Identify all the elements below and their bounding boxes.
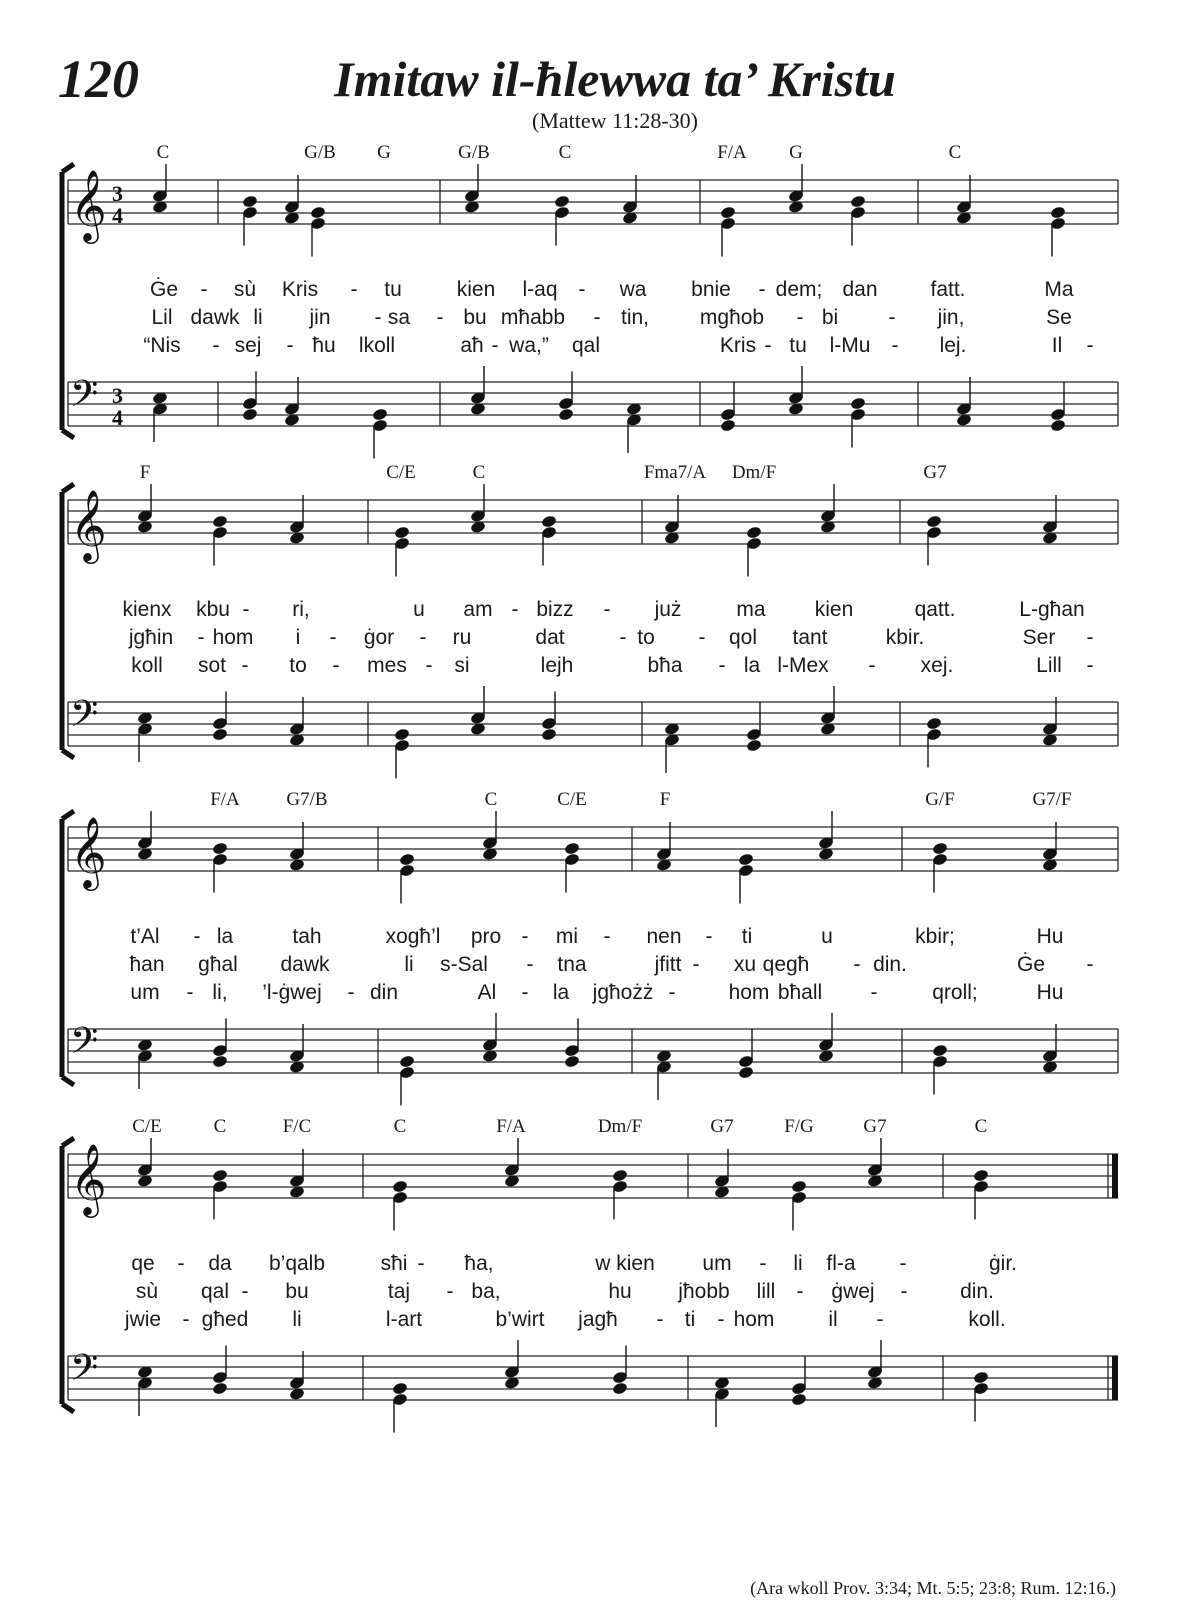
note-head — [612, 1168, 629, 1182]
lyric-syllable: w kien — [595, 1252, 655, 1275]
lyric-syllable: um — [702, 1252, 732, 1275]
lyric-syllable: - — [705, 925, 713, 948]
chord-symbol: C/E — [386, 462, 416, 483]
lyric-syllable: - — [347, 981, 355, 1004]
lyric-syllable: li — [404, 953, 414, 976]
lyric-syllable: - — [603, 598, 611, 621]
lyric-syllable: - — [603, 925, 611, 948]
lyric-syllable: i — [295, 626, 301, 649]
lyric-syllable: - — [717, 1308, 725, 1331]
lyric-syllable: ġir. — [988, 1252, 1018, 1275]
chord-symbol: G7/F — [1032, 789, 1072, 810]
note-head — [242, 194, 259, 208]
lyric-syllable: am — [463, 598, 493, 621]
hymn-number: 120 — [58, 49, 139, 109]
chord-symbol: C — [948, 142, 962, 163]
lyric-syllable: - — [853, 953, 861, 976]
lyric-syllable: bu — [463, 306, 487, 329]
lyric-syllable: Lil — [151, 306, 173, 329]
lyric-syllable: Hu — [1036, 925, 1064, 948]
lyric-syllable: koll — [131, 654, 163, 677]
lyric-syllable: - — [692, 953, 700, 976]
lyric-syllable: ’l-ġwej — [262, 981, 322, 1004]
note-head — [612, 1381, 629, 1395]
lyric-syllable: fl-a — [826, 1252, 856, 1275]
lyric-syllable: lejh — [540, 654, 574, 677]
chord-symbol: C — [156, 142, 170, 163]
lyric-syllable: Al — [477, 981, 497, 1004]
final-bar-thick — [1112, 1356, 1118, 1400]
note-head — [1050, 418, 1067, 432]
lyric-syllable: - — [212, 334, 220, 357]
lyric-syllable: - — [759, 1252, 767, 1275]
chord-symbol: F/G — [784, 1116, 814, 1137]
chord-symbol: G — [377, 142, 391, 163]
lyric-syllable: mes — [367, 654, 407, 677]
lyric-syllable: l-Mex — [777, 654, 829, 677]
lyric-syllable: jgħin — [128, 626, 174, 649]
note-head — [212, 841, 229, 855]
lyric-syllable: bu — [285, 1280, 309, 1303]
lyric-syllable: “Nis — [143, 334, 181, 357]
bass-staff — [68, 1013, 1118, 1106]
lyric-syllable: qegħ — [762, 953, 810, 976]
lyric-syllable: kien — [814, 598, 854, 621]
lyric-syllable: - — [425, 654, 433, 677]
lyric-syllable: li — [793, 1252, 803, 1275]
lyric-syllable: - — [758, 278, 766, 301]
treble-staff — [68, 811, 1118, 904]
lyric-syllable: - — [656, 1308, 664, 1331]
lyric-syllable: dat — [535, 626, 565, 649]
chord-symbol: Fma7/A — [643, 462, 707, 483]
bass-clef-icon: 𝄢 — [70, 1347, 99, 1398]
lyric-syllable: pro — [470, 925, 502, 948]
lyric-syllable: si — [454, 654, 470, 677]
chord-symbol: C — [974, 1116, 988, 1137]
chord-symbol: C/E — [132, 1116, 162, 1137]
lyric-syllable: - — [526, 953, 534, 976]
lyric-syllable: hom — [728, 981, 770, 1004]
final-bar-thick — [1112, 1154, 1118, 1198]
lyric-syllable: ġor — [363, 626, 395, 649]
lyric-syllable: - — [870, 981, 878, 1004]
lyric-syllable: - — [593, 306, 601, 329]
lyric-syllable: - — [177, 1252, 185, 1275]
note-head — [738, 1065, 755, 1079]
lyric-syllable: mgħob — [699, 306, 765, 329]
lyric-syllable: kbir; — [915, 925, 955, 948]
lyric-syllable: sù — [233, 278, 257, 301]
lyric-syllable: - — [888, 306, 896, 329]
bass-staff — [68, 366, 1118, 459]
note-head — [1050, 205, 1067, 219]
treble-staff — [68, 484, 1118, 577]
lyric-syllable: jfitt — [654, 953, 682, 976]
lyric-syllable: - — [1086, 626, 1094, 649]
note-head — [212, 1381, 229, 1395]
note-head — [310, 205, 327, 219]
lyric-syllable: bħall — [777, 981, 823, 1004]
note-head — [791, 1392, 808, 1406]
bass-clef-icon: 𝄢 — [70, 1020, 99, 1071]
lyric-syllable: L-għan — [1019, 598, 1085, 621]
lyric-syllable: u — [821, 925, 833, 948]
lyric-syllable: s-Sal — [440, 953, 488, 976]
lyric-syllable: - — [374, 306, 382, 329]
note-head — [926, 716, 943, 730]
lyric-syllable: bi — [821, 306, 839, 329]
treble-staff — [68, 1138, 1118, 1231]
chord-symbol: F/A — [210, 789, 240, 810]
lyric-syllable: sej — [234, 334, 262, 357]
note-head — [746, 525, 763, 539]
staff-system — [0, 150, 1200, 440]
treble-clef-icon: 𝄞 — [70, 488, 107, 561]
chord-symbol: G/B — [458, 142, 490, 163]
lyric-syllable: tant — [792, 626, 828, 649]
lyric-syllable: u — [413, 598, 425, 621]
lyric-syllable: - — [197, 626, 205, 649]
lyric-syllable: Kris — [281, 278, 319, 301]
note-head — [973, 1168, 990, 1182]
lyric-syllable: - — [329, 626, 337, 649]
chord-symbol: F — [139, 462, 151, 483]
chord-symbol: C/E — [557, 789, 587, 810]
hymn-title: Imitaw il-ħlewwa ta’ Kristu — [334, 51, 896, 107]
chord-symbol: C — [558, 142, 572, 163]
lyric-syllable: tah — [292, 925, 322, 948]
lyric-syllable: lej. — [939, 334, 967, 357]
scripture-reference: (Mattew 11:28-30) — [532, 108, 698, 133]
lyric-syllable: tu — [789, 334, 807, 357]
lyric-syllable: - — [796, 1280, 804, 1303]
note-head — [564, 1054, 581, 1068]
lyric-syllable: l-Mu — [829, 334, 871, 357]
lyric-syllable: fatt. — [930, 278, 966, 301]
lyric-syllable: Ġe — [1016, 953, 1046, 976]
lyric-syllable: - — [521, 981, 529, 1004]
lyric-syllable: sħi — [380, 1252, 408, 1275]
lyric-syllable: Se — [1046, 306, 1072, 329]
lyric-syllable: xu — [733, 953, 757, 976]
lyric-syllable: bizz — [536, 598, 574, 621]
chord-symbol: G7 — [863, 1116, 887, 1137]
lyric-syllable: koll. — [968, 1308, 1006, 1331]
note-head — [720, 418, 737, 432]
lyric-syllable: din. — [960, 1280, 994, 1303]
lyric-syllable: sa — [387, 306, 411, 329]
lyric-syllable: b’wirt — [495, 1308, 545, 1331]
chord-symbol: G — [789, 142, 803, 163]
note-head — [554, 194, 571, 208]
lyric-syllable: dawk — [190, 306, 240, 329]
lyric-syllable: - — [876, 1308, 884, 1331]
lyric-syllable: ri, — [292, 598, 310, 621]
note-head — [932, 841, 949, 855]
lyric-syllable: - — [193, 925, 201, 948]
lyric-syllable: - — [1086, 953, 1094, 976]
chord-symbol: F/A — [717, 142, 747, 163]
note-head — [973, 1370, 990, 1384]
time-signature-bottom: 4 — [112, 405, 123, 430]
chord-symbol: C — [484, 789, 498, 810]
lyric-syllable: kbu — [196, 598, 230, 621]
lyric-syllable: - — [796, 306, 804, 329]
bass-clef-icon: 𝄢 — [70, 693, 99, 744]
note-head — [212, 514, 229, 528]
lyric-syllable: lill — [756, 1280, 776, 1303]
lyric-syllable: mħabb — [500, 306, 566, 329]
lyric-syllable: dem; — [775, 278, 823, 301]
note-head — [932, 1043, 949, 1057]
lyric-syllable: - — [578, 278, 586, 301]
lyric-syllable: Ser — [1022, 626, 1056, 649]
bass-staff — [68, 1340, 1118, 1433]
lyric-syllable: - — [900, 1280, 908, 1303]
note-head — [738, 852, 755, 866]
lyric-syllable: - — [417, 1252, 425, 1275]
note-head — [558, 407, 575, 421]
lyric-syllable: il — [828, 1308, 838, 1331]
lyric-syllable: li — [292, 1308, 302, 1331]
note-head — [399, 1054, 416, 1068]
lyric-syllable: hom — [212, 626, 254, 649]
lyric-syllable: - — [186, 981, 194, 1004]
lyric-syllable: għal — [198, 953, 238, 976]
lyric-syllable: jagħ — [578, 1308, 618, 1331]
lyric-syllable: - — [868, 654, 876, 677]
chord-symbol: G7 — [923, 462, 947, 483]
note-head — [212, 727, 229, 741]
chord-symbol: F — [659, 789, 671, 810]
lyric-syllable: - — [764, 334, 772, 357]
lyric-syllable: qal — [571, 334, 601, 357]
lyric-syllable: lkoll — [358, 334, 396, 357]
note-head — [746, 738, 763, 752]
lyric-syllable: xej. — [920, 654, 954, 677]
lyric-syllable: jħobb — [678, 1280, 730, 1303]
lyric-syllable: - — [1086, 334, 1094, 357]
staff-system — [0, 797, 1200, 1087]
lyric-syllable: sot — [197, 654, 227, 677]
lyric-syllable: - — [698, 626, 706, 649]
note-head — [394, 727, 411, 741]
lyric-syllable: la — [552, 981, 570, 1004]
lyric-syllable: - — [182, 1308, 190, 1331]
lyric-syllable: Il — [1051, 334, 1063, 357]
chord-symbol: C — [393, 1116, 407, 1137]
lyric-syllable: mi — [555, 925, 579, 948]
lyric-syllable: l-aq — [522, 278, 558, 301]
lyric-syllable: - — [436, 306, 444, 329]
lyric-syllable: jin, — [937, 306, 965, 329]
note-head — [392, 1179, 409, 1193]
lyric-syllable: da — [208, 1252, 232, 1275]
lyric-syllable: t’Al — [130, 925, 160, 948]
lyric-syllable: ba, — [471, 1280, 501, 1303]
lyric-syllable: kienx — [122, 598, 172, 621]
lyric-syllable: ħan — [129, 953, 165, 976]
lyric-syllable: dawk — [280, 953, 330, 976]
lyric-syllable: - — [332, 654, 340, 677]
chord-symbol: F/A — [496, 1116, 526, 1137]
treble-staff — [68, 164, 1118, 257]
chord-symbol: G7/B — [286, 789, 328, 810]
lyric-syllable: xogħ’l — [385, 925, 441, 948]
lyric-syllable: - — [350, 278, 358, 301]
note-head — [212, 1054, 229, 1068]
lyric-syllable: qal — [200, 1280, 230, 1303]
lyric-syllable: aħ — [460, 334, 484, 357]
lyric-syllable: dan — [842, 278, 878, 301]
note-head — [564, 841, 581, 855]
note-head — [242, 407, 259, 421]
time-signature-top: 3 — [112, 181, 123, 206]
lyric-syllable: qatt. — [914, 598, 956, 621]
lyric-syllable: - — [511, 598, 519, 621]
bass-clef-icon: 𝄢 — [70, 373, 99, 424]
lyric-syllable: qroll; — [932, 981, 978, 1004]
time-signature-top: 3 — [112, 383, 123, 408]
lyric-syllable: - — [491, 334, 499, 357]
lyric-syllable: wa — [619, 278, 647, 301]
chord-symbol: G/B — [304, 142, 336, 163]
chord-symbol: C — [472, 462, 486, 483]
lyric-syllable: - — [241, 1280, 249, 1303]
lyric-syllable: la — [216, 925, 234, 948]
lyric-syllable: ma — [736, 598, 766, 621]
lyric-syllable: tna — [557, 953, 587, 976]
lyric-syllable: - — [419, 626, 427, 649]
lyric-syllable: jin — [309, 306, 331, 329]
lyric-syllable: hu — [608, 1280, 632, 1303]
lyric-syllable: qe — [131, 1252, 155, 1275]
note-head — [399, 852, 416, 866]
lyric-syllable: jgħożż — [592, 981, 654, 1004]
lyric-syllable: l-art — [385, 1308, 423, 1331]
note-head — [720, 205, 737, 219]
note-head — [541, 514, 558, 528]
treble-clef-icon: 𝄞 — [70, 168, 107, 241]
lyric-syllable: to — [637, 626, 655, 649]
lyric-syllable: już — [654, 598, 682, 621]
lyric-syllable: bnie — [691, 278, 731, 301]
lyric-syllable: tu — [384, 278, 402, 301]
lyric-syllable: - — [242, 598, 250, 621]
lyric-syllable: - — [1086, 654, 1094, 677]
lyric-syllable: kien — [456, 278, 496, 301]
note-head — [392, 1381, 409, 1395]
note-head — [372, 407, 389, 421]
lyric-syllable: - — [899, 1252, 907, 1275]
lyric-syllable: għed — [201, 1308, 249, 1331]
lyric-syllable: - — [668, 981, 676, 1004]
lyric-syllable: - — [200, 278, 208, 301]
note-head — [212, 1168, 229, 1182]
footnote: (Ara wkoll Prov. 3:34; Mt. 5:5; 23:8; Rum. 12:16.) — [750, 1578, 1116, 1598]
chord-symbol: C — [213, 1116, 227, 1137]
lyric-syllable: ru — [452, 626, 472, 649]
lyric-syllable: ti — [741, 925, 753, 948]
note-head — [850, 396, 867, 410]
lyric-syllable: Lill — [1036, 654, 1062, 677]
chord-symbol: Dm/F — [731, 462, 777, 483]
chord-symbol: Dm/F — [597, 1116, 643, 1137]
chord-symbol: G7 — [710, 1116, 734, 1137]
lyric-syllable: to — [289, 654, 307, 677]
lyric-syllable: bħa — [647, 654, 683, 677]
lyric-syllable: ti — [684, 1308, 696, 1331]
note-head — [541, 727, 558, 741]
lyric-syllable: - — [446, 1280, 454, 1303]
lyric-syllable: tin, — [620, 306, 650, 329]
chord-symbol: G/F — [925, 789, 955, 810]
bass-staff — [68, 686, 1118, 779]
lyric-syllable: Ġe — [149, 278, 179, 301]
lyric-syllable: nen — [646, 925, 682, 948]
lyric-syllable: ġwej — [831, 1280, 875, 1303]
treble-clef-icon: 𝄞 — [70, 1142, 107, 1215]
treble-clef-icon: 𝄞 — [70, 815, 107, 888]
lyric-syllable: Hu — [1036, 981, 1064, 1004]
lyric-syllable: din — [369, 981, 399, 1004]
lyric-syllable: jwie — [124, 1308, 162, 1331]
lyric-syllable: wa,” — [509, 334, 549, 357]
lyric-syllable: Kris — [719, 334, 757, 357]
lyric-syllable: kbir. — [885, 626, 925, 649]
lyric-syllable: - — [521, 925, 529, 948]
lyric-syllable: - — [891, 334, 899, 357]
lyric-syllable: hom — [733, 1308, 775, 1331]
lyric-syllable: - — [286, 334, 294, 357]
note-head — [394, 525, 411, 539]
lyric-syllable: li, — [212, 981, 228, 1004]
lyric-syllable: sù — [135, 1280, 159, 1303]
lyric-syllable: Ma — [1044, 278, 1074, 301]
note-head — [926, 514, 943, 528]
lyric-syllable: - — [241, 654, 249, 677]
lyric-syllable: taj — [387, 1280, 411, 1303]
time-signature-bottom: 4 — [112, 203, 123, 228]
lyric-syllable: qol — [728, 626, 758, 649]
lyric-syllable: ħa, — [464, 1252, 494, 1275]
lyric-syllable: um — [130, 981, 160, 1004]
chord-symbol: F/C — [282, 1116, 312, 1137]
lyric-syllable: - — [718, 654, 726, 677]
note-head — [791, 1179, 808, 1193]
lyric-syllable: din. — [873, 953, 907, 976]
lyric-syllable: b’qalb — [268, 1252, 326, 1275]
lyric-syllable: ħu — [312, 334, 336, 357]
lyric-syllable: la — [743, 654, 761, 677]
lyric-syllable: - — [619, 626, 627, 649]
lyric-syllable: li — [253, 306, 263, 329]
note-head — [850, 194, 867, 208]
